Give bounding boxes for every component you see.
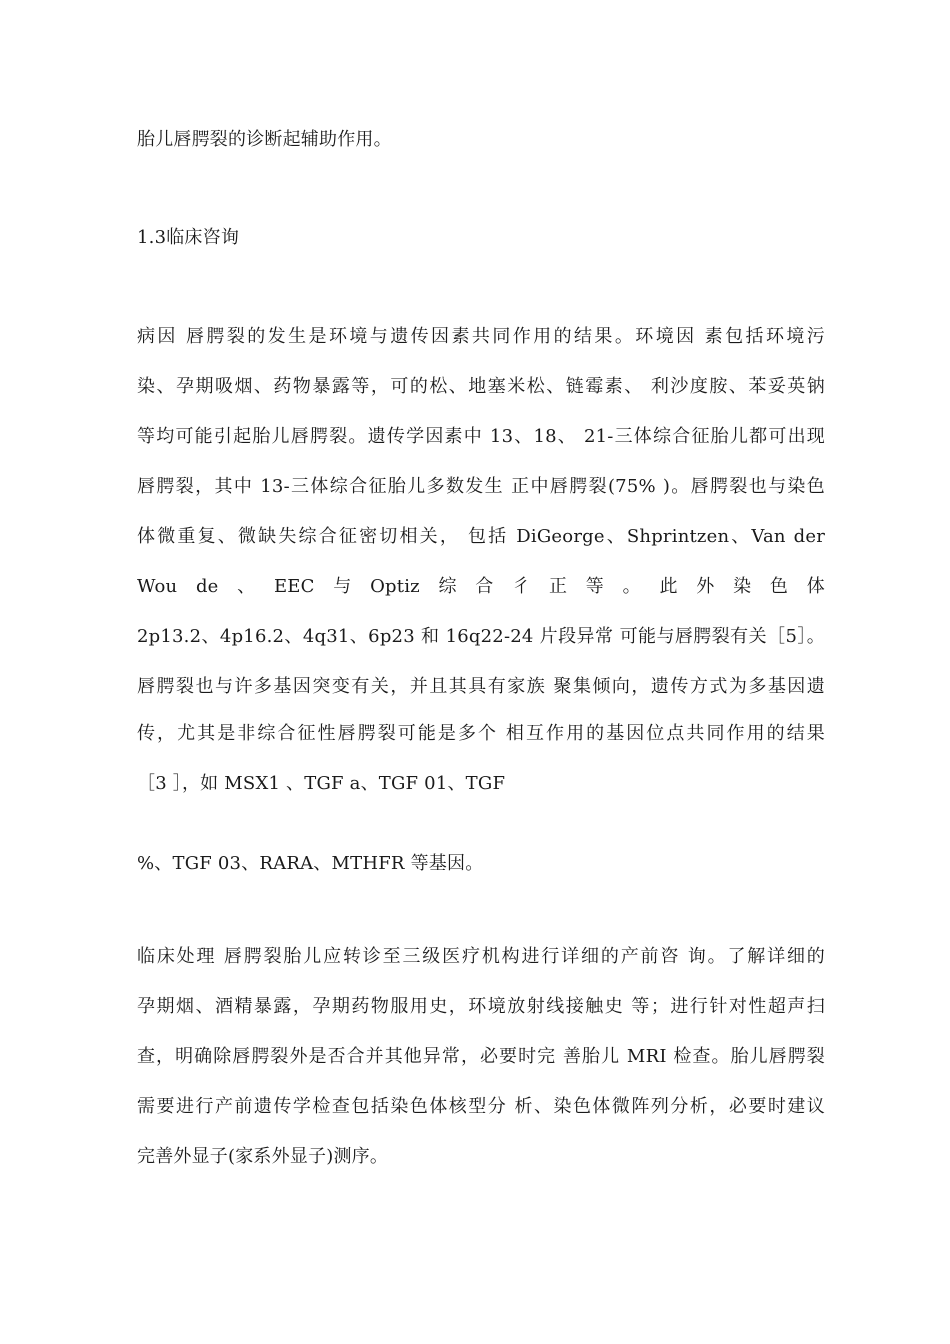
paragraph-line: 查，明确除唇腭裂外是否合并其他异常，必要时完 善胎儿 MRI 检查。胎儿唇腭裂: [137, 1046, 825, 1067]
spaced-token: 。: [622, 576, 641, 597]
paragraph-line: 需要进行产前遗传学检查包括染色体核型分 析、染色体微阵列分析，必要时建议: [137, 1096, 825, 1117]
genes-line: %、TGF 03、RARA、MTHFR 等基因。: [137, 853, 484, 874]
paragraph-line-spaced: [137, 575, 825, 599]
spaced-token: 染: [733, 576, 752, 597]
section-heading: 1.3临床咨询: [137, 227, 240, 248]
spaced-token: 综: [438, 576, 457, 597]
paragraph-line: 2p13.2、4p16.2、4q31、6p23 和 16q22-24 片段异常 可能与唇腭裂有关［5］。: [137, 626, 825, 647]
paragraph-line: 病因 唇腭裂的发生是环境与遗传因素共同作用的结果。环境因 素包括环境污: [137, 326, 825, 347]
spaced-token: 等: [585, 576, 604, 597]
paragraph-line: 唇腭裂，其中 13-三体综合征胎儿多数发生 正中唇腭裂(75% )。唇腭裂也与染色: [137, 476, 825, 497]
spaced-token: 合: [475, 576, 494, 597]
paragraph-line: ［3 ］，如 MSX1 、TGF a、TGF 01、TGF: [137, 773, 506, 794]
spaced-token: 体: [806, 576, 825, 597]
paragraph-line: 完善外显子(家系外显子)测序。: [137, 1146, 389, 1167]
spaced-token: EEC: [273, 576, 315, 597]
paragraph-line: 体微重复、微缺失综合征密切相关， 包括 DiGeorge、Shprintzen、Van der: [137, 526, 825, 547]
spaced-token: de: [195, 576, 219, 597]
spaced-token: Optiz: [370, 576, 420, 597]
spaced-token: 外: [696, 576, 715, 597]
paragraph-line: 染、孕期吸烟、药物暴露等，可的松、地塞米松、链霉素、 利沙度胺、苯妥英钠: [137, 376, 825, 397]
paragraph-line: 临床处理 唇腭裂胎儿应转诊至三级医疗机构进行详细的产前咨 询。了解详细的: [137, 946, 825, 967]
paragraph-line: 唇腭裂也与许多基因突变有关，并且其具有家族 聚集倾向，遗传方式为多基因遗: [137, 676, 825, 697]
spaced-token: 此: [659, 576, 678, 597]
paragraph-line: 传，尤其是非综合征性唇腭裂可能是多个 相互作用的基因位点共同作用的结果: [137, 723, 825, 744]
spaced-token: 彳: [512, 576, 531, 597]
paragraph-line: 等均可能引起胎儿唇腭裂。遗传学因素中 13、18、 21-三体综合征胎儿都可出现: [137, 426, 825, 447]
spaced-token: Wou: [137, 576, 178, 597]
spaced-token: 与: [333, 576, 352, 597]
paragraph-line: 孕期烟、酒精暴露，孕期药物服用史，环境放射线接触史 等；进行针对性超声扫: [137, 996, 825, 1017]
intro-line: 胎儿唇腭裂的诊断起辅助作用。: [137, 129, 392, 150]
spaced-token: 正: [548, 576, 568, 597]
spaced-token: 、: [237, 576, 256, 597]
spaced-token: 色: [769, 576, 789, 597]
